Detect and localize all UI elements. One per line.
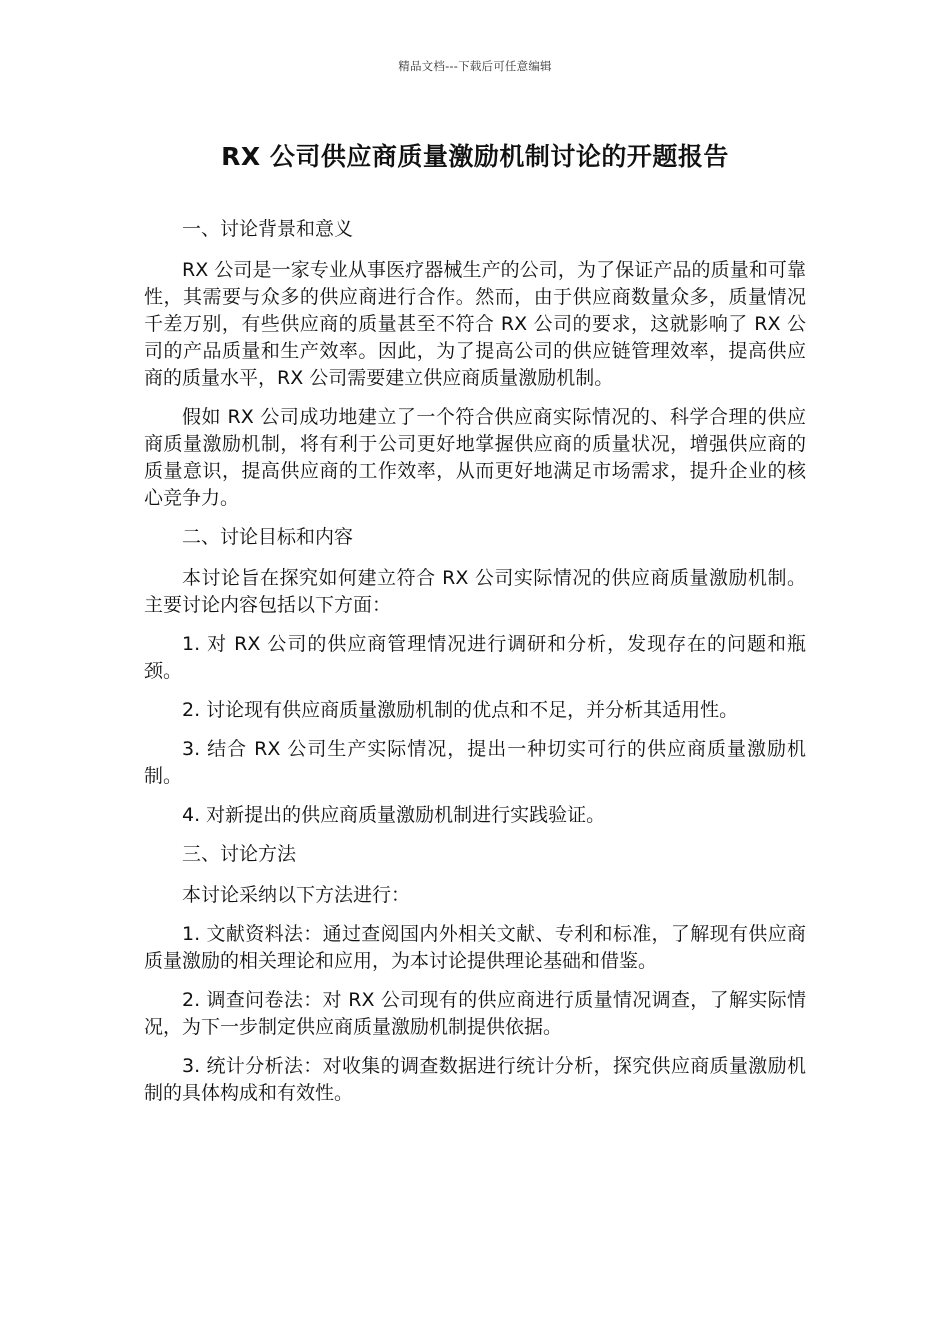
list-item-method-1: 1. 文献资料法：通过查阅国内外相关文献、专利和标准，了解现有供应商质量激励的相关理论和应用，为本讨论提供理论基础和借鉴。 — [144, 923, 806, 972]
list-item-goal-3: 3. 结合 RX 公司生产实际情况，提出一种切实可行的供应商质量激励机制。 — [144, 738, 806, 787]
paragraph-background-2: 假如 RX 公司成功地建立了一个符合供应商实际情况的、科学合理的供应商质量激励机制，将有利于公司更好地掌握供应商的质量状况，增强供应商的质量意识，提高供应商的工作效率，从而更好地满足市场需求，提升企业的核心竞争力。 — [144, 406, 806, 509]
list-item-goal-1: 1. 对 RX 公司的供应商管理情况进行调研和分析，发现存在的问题和瓶颈。 — [144, 633, 806, 682]
page-header: 精品文档---下载后可任意编辑 — [398, 59, 552, 73]
list-item-method-2: 2. 调查问卷法：对 RX 公司现有的供应商进行质量情况调查，了解实际情况，为下一步制定供应商质量激励机制提供依据。 — [144, 989, 806, 1038]
section-heading-goals: 二、讨论目标和内容 — [182, 526, 354, 548]
list-item-goal-4: 4. 对新提出的供应商质量激励机制进行实践验证。 — [182, 804, 606, 826]
document-title: RX 公司供应商质量激励机制讨论的开题报告 — [221, 142, 729, 171]
section-heading-methods: 三、讨论方法 — [182, 843, 297, 865]
document-body — [144, 216, 806, 1119]
list-item-goal-2: 2. 讨论现有供应商质量激励机制的优点和不足，并分析其适用性。 — [182, 699, 739, 721]
section-heading-background: 一、讨论背景和意义 — [182, 218, 354, 240]
list-item-method-3: 3. 统计分析法：对收集的调查数据进行统计分析，探究供应商质量激励机制的具体构成和有效性。 — [144, 1055, 806, 1104]
paragraph-background-1: RX 公司是一家专业从事医疗器械生产的公司，为了保证产品的质量和可靠性，其需要与众多的供应商进行合作。然而，由于供应商数量众多，质量情况千差万别，有些供应商的质量甚至不符合 RX 公司的要求，这就影响了 RX 公司的产品质量和生产效率。因此，为了提高公司的供应链管理效率，提高供应商的质量水平，RX 公司需要建立供应商质量激励机制。 — [144, 259, 806, 389]
paragraph-goals-intro: 本讨论旨在探究如何建立符合 RX 公司实际情况的供应商质量激励机制。主要讨论内容包括以下方面： — [144, 567, 806, 616]
paragraph-methods-intro: 本讨论采纳以下方法进行： — [182, 884, 411, 906]
